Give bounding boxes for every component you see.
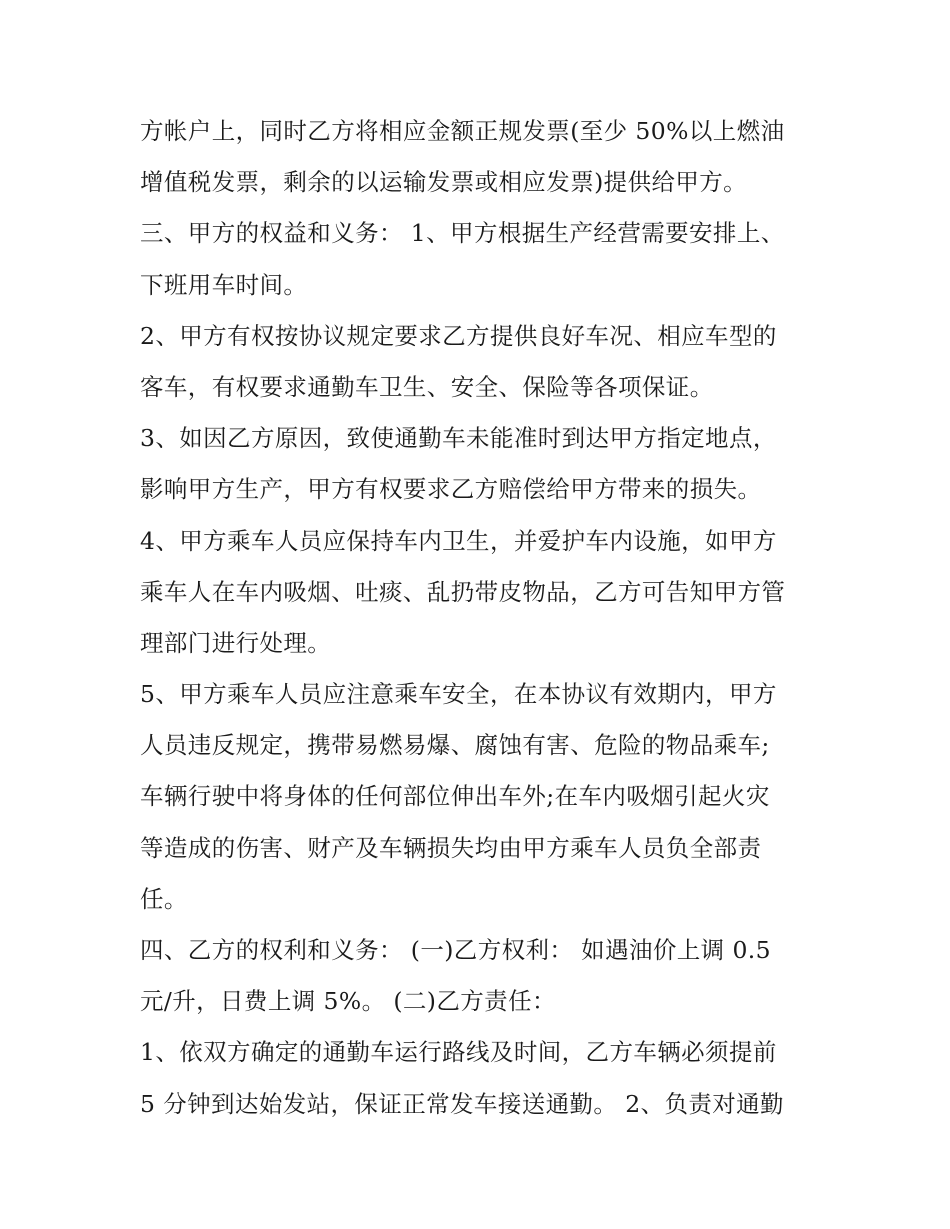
text-line: 下班用车时间。 bbox=[140, 270, 308, 299]
text-line: 5、甲方乘车人员应注意乘车安全，在本协议有效期内，甲方 bbox=[140, 680, 777, 709]
text-line: 理部门进行处理。 bbox=[140, 628, 332, 657]
text-line: 人员违反规定，携带易燃易爆、腐蚀有害、危险的物品乘车; bbox=[140, 731, 770, 760]
text-line: 5 分钟到达始发站，保证正常发车接送通勤。 2、负责对通勤 bbox=[140, 1089, 784, 1118]
text-line: 元/升，日费上调 5%。 (二)乙方责任： bbox=[140, 987, 556, 1016]
text-line: 方帐户上，同时乙方将相应金额正规发票(至少 50%以上燃油 bbox=[140, 117, 785, 145]
text-line: 2、甲方有权按协议规定要求乙方提供良好车况、相应车型的 bbox=[140, 321, 777, 350]
text-line: 车辆行驶中将身体的任何部位伸出车外;在车内吸烟引起火灾 bbox=[140, 782, 770, 811]
text-line: 四、乙方的权利和义务： (一)乙方权利： 如遇油价上调 0.5 bbox=[140, 936, 772, 964]
text-line: 1、依双方确定的通勤车运行路线及时间，乙方车辆必须提前 bbox=[140, 1038, 777, 1067]
document-body bbox=[140, 106, 820, 1130]
text-line: 增值税发票，剩余的以运输发票或相应发票)提供给甲方。 bbox=[140, 168, 748, 197]
text-line: 影响甲方生产，甲方有权要求乙方赔偿给甲方带来的损失。 bbox=[140, 475, 762, 504]
text-line: 4、甲方乘车人员应保持车内卫生，并爱护车内设施，如甲方 bbox=[140, 526, 777, 555]
text-line: 等造成的伤害、财产及车辆损失均由甲方乘车人员负全部责 bbox=[140, 833, 762, 862]
text-line: 客车，有权要求通勤车卫生、安全、保险等各项保证。 bbox=[140, 372, 714, 401]
text-line: 乘车人在车内吸烟、吐痰、乱扔带皮物品，乙方可告知甲方管 bbox=[140, 577, 786, 606]
text-line: 3、如因乙方原因，致使通勤车未能准时到达甲方指定地点， bbox=[140, 424, 777, 453]
text-line: 三、甲方的权益和义务： 1、甲方根据生产经营需要安排上、 bbox=[140, 219, 785, 248]
text-line: 任。 bbox=[140, 884, 188, 913]
